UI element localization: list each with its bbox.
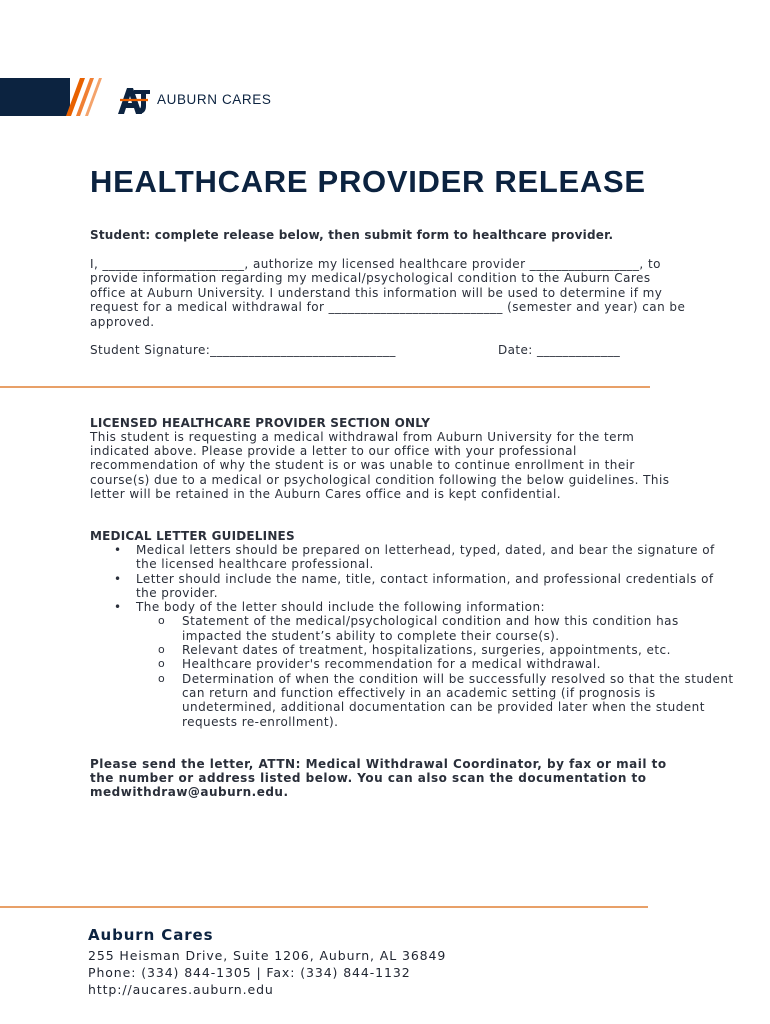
guideline-item: • Letter should include the name, title, contact information, and professional credentials of the provider.	[136, 572, 736, 601]
provider-section-heading: LICENSED HEALTHCARE PROVIDER SECTION ONLY	[90, 416, 431, 430]
footer-website-link[interactable]: http://aucares.auburn.edu	[88, 982, 274, 997]
footer-org-name: Auburn Cares	[88, 926, 214, 944]
provider-section-body: This student is requesting a medical withdrawal from Auburn University for the term indicated above. Please provide a letter to our office with your professional recommendation of why the student is or was unable to continue enrollment in their course(s) due to a medical or psychological condition following the below guidelines. This letter will be retained in the Auburn Cares office and is kept confidential.	[90, 430, 670, 501]
footer-phone-fax: Phone: (334) 844-1305 | Fax: (334) 844-1132	[88, 965, 411, 980]
guideline-item-text: The body of the letter should include the following information:	[136, 600, 546, 615]
guideline-subitem: o Statement of the medical/psychological condition and how this condition has impacted the student’s ability to complete their course(s).	[182, 614, 736, 643]
guidelines-list	[90, 543, 736, 729]
date-field: Date: _____________	[498, 343, 621, 357]
auburn-logo	[116, 86, 152, 116]
divider-top	[0, 386, 650, 388]
divider-bottom	[0, 906, 648, 908]
student-signature-field: Student Signature:_____________________________	[90, 343, 396, 357]
guideline-item: • Medical letters should be prepared on letterhead, typed, dated, and bear the signature of the licensed healthcare professional.	[136, 543, 736, 572]
guidelines-heading: MEDICAL LETTER GUIDELINES	[90, 529, 295, 543]
student-instructions: Student: complete release below, then submit form to healthcare provider.	[90, 228, 614, 242]
footer-address: 255 Heisman Drive, Suite 1206, Auburn, AL 36849	[88, 948, 447, 963]
release-statement: I, ______________________, authorize my licensed healthcare provider _________________, to provide information regarding my medical/psychological condition to the Auburn Cares office at Auburn University. I understand this information will be used to determine if my request for a medical withdrawal for ___________________________ (semester and year) can be approved.	[90, 257, 686, 329]
brand-name: AUBURN CARES	[157, 92, 272, 107]
send-instructions: Please send the letter, ATTN: Medical Withdrawal Coordinator, by fax or mail to the number or address listed below. You can also scan the documentation to medwithdraw@auburn.edu.	[90, 757, 667, 800]
guideline-item	[136, 600, 736, 729]
guideline-subitem: o Healthcare provider's recommendation for a medical withdrawal.	[182, 657, 736, 671]
guideline-subitem: o Determination of when the condition will be successfully resolved so that the student can return and function effectively in an academic setting (if prognosis is undetermined, additional documentation can be provided later when the student requests re-enrollment).	[182, 672, 736, 729]
header-stripes	[50, 78, 102, 116]
guideline-sublist	[136, 614, 736, 728]
page-title: HEALTHCARE PROVIDER RELEASE	[90, 164, 646, 199]
guideline-subitem: o Relevant dates of treatment, hospitalizations, surgeries, appointments, etc.	[182, 643, 736, 657]
